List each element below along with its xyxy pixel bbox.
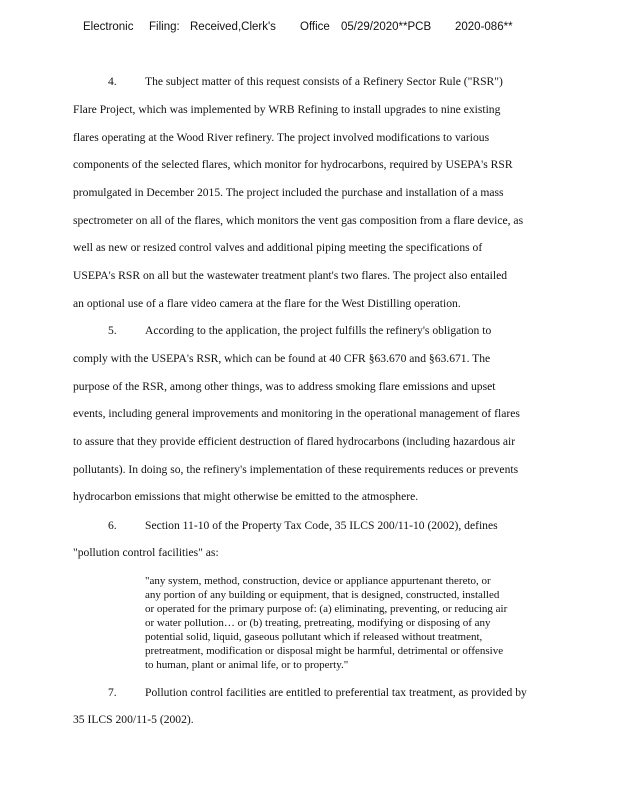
paragraph-line: pollutants). In doing so, the refinery's implementation of these requirements reduces or prevents <box>73 463 519 476</box>
paragraph-line: spectrometer on all of the flares, which monitors the vent gas composition from a flare device, as <box>73 214 524 227</box>
quote-line: "any system, method, construction, device or appliance appurtenant thereto, or <box>145 575 491 587</box>
paragraph-line: The subject matter of this request consists of a Refinery Sector Rule ("RSR") <box>145 75 503 88</box>
paragraph-line: events, including general improvements and monitoring in the operational management of flares <box>73 407 520 420</box>
paragraph-line: components of the selected flares, which monitor for hydrocarbons, required by USEPA's RSR <box>73 158 513 171</box>
quote-line: to human, plant or animal life, or to property." <box>145 659 349 671</box>
header-date: 05/29/2020**PCB <box>341 21 432 33</box>
paragraph-line: flares operating at the Wood River refinery. The project involved modifications to various <box>73 131 490 144</box>
paragraph-line: to assure that they provide efficient destruction of flared hydrocarbons (including hazardous air <box>73 435 516 448</box>
paragraph-line: 35 ILCS 200/11-5 (2002). <box>73 713 194 726</box>
header-filing: Filing: <box>149 21 180 33</box>
paragraph-line: According to the application, the project fulfills the refinery's obligation to <box>145 324 492 337</box>
quote-line: any portion of any building or equipment, that is designed, constructed, installed <box>145 589 500 601</box>
quote-line: pretreatment, modification or disposal might be harmful, detrimental or offensive <box>145 645 504 657</box>
paragraph-line: an optional use of a flare video camera at the flare for the West Distilling operation. <box>73 297 461 310</box>
header-received: Received,Clerk's <box>190 21 276 33</box>
header-office: Office <box>300 21 330 33</box>
paragraph-line: Flare Project, which was implemented by WRB Refining to install upgrades to nine existing <box>73 103 501 116</box>
paragraph-line: promulgated in December 2015. The project included the purchase and installation of a mass <box>73 186 504 199</box>
header-docket: 2020-086** <box>455 21 513 33</box>
quote-line: or water pollution… or (b) treating, pretreating, modifying or disposing of any <box>145 617 491 629</box>
quote-line: or operated for the primary purpose of: (a) eliminating, preventing, or reducing air <box>145 603 508 615</box>
header-electronic: Electronic <box>83 21 134 33</box>
paragraph-line: purpose of the RSR, among other things, was to address smoking flare emissions and upset <box>73 380 496 393</box>
paragraph-line: hydrocarbon emissions that might otherwise be emitted to the atmosphere. <box>73 490 419 503</box>
paragraph-line: comply with the USEPA's RSR, which can be found at 40 CFR §63.670 and §63.671. The <box>73 352 491 365</box>
paragraph-line: Pollution control facilities are entitled to preferential tax treatment, as provided by <box>145 686 527 699</box>
paragraph-line: well as new or resized control valves and additional piping meeting the specifications of <box>73 241 483 254</box>
paragraph-number: 5. <box>108 324 117 337</box>
quote-line: potential solid, liquid, gaseous pollutant which if released without treatment, <box>145 631 483 643</box>
paragraph-line: USEPA's RSR on all but the wastewater treatment plant's two flares. The project also entailed <box>73 269 508 282</box>
paragraph-number: 4. <box>108 75 117 88</box>
paragraph-line: Section 11-10 of the Property Tax Code, 35 ILCS 200/11-10 (2002), defines <box>145 519 498 532</box>
paragraph-line: "pollution control facilities" as: <box>73 546 219 559</box>
paragraph-number: 7. <box>108 686 117 699</box>
paragraph-number: 6. <box>108 519 117 532</box>
